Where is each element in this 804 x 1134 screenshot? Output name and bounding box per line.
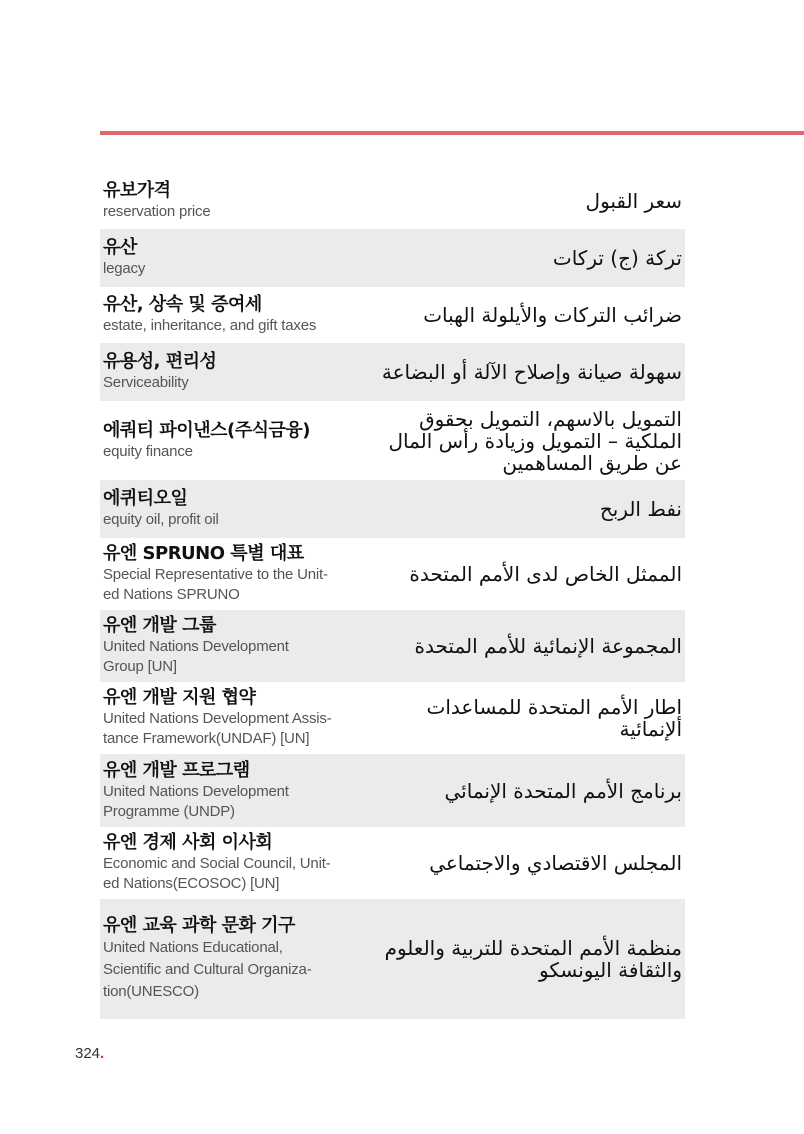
arabic-term: الممثل الخاص لدى الأمم المتحدة xyxy=(409,562,682,586)
glossary-row xyxy=(100,610,685,682)
page-number-dot: . xyxy=(100,1045,105,1062)
header-rule xyxy=(100,131,804,135)
english-term: Serviceability xyxy=(103,374,189,391)
arabic-term: المجلس الاقتصادي والاجتماعي xyxy=(429,851,682,875)
glossary-row xyxy=(100,899,685,1019)
term-cell xyxy=(103,615,365,677)
korean-term: 유엔 경제 사회 이사회 xyxy=(103,832,273,853)
korean-term: 유엔 개발 지원 협약 xyxy=(103,687,256,708)
glossary-row xyxy=(100,754,685,827)
english-term: equity oil, profit oil xyxy=(103,511,219,528)
arabic-term: ضرائب التركات والأيلولة الهبات xyxy=(423,303,682,327)
korean-term: 유엔 교육 과학 문화 기구 xyxy=(103,915,295,936)
glossary-row xyxy=(100,480,685,538)
english-term: United Nations Development Assis- tance Framework(UNDAF) [UN] xyxy=(103,710,332,747)
english-term: Special Representative to the Unit- ed Nations SPRUNO xyxy=(103,566,328,603)
term-cell xyxy=(103,180,365,222)
arabic-term: سهولة صيانة وإصلاح الآلة أو البضاعة xyxy=(381,360,682,384)
arabic-term: منظمة الأمم المتحدة للتربية والعلوم والثقافة اليونسكو xyxy=(384,936,682,982)
page-number xyxy=(75,1045,104,1062)
arabic-term: نفط الربح xyxy=(599,497,682,521)
arabic-term: التمويل بالاسهم، التمويل بحقوق الملكية – التمويل وزيادة رأس المال عن طريق المساهمين xyxy=(388,406,682,475)
term-cell xyxy=(103,488,365,530)
english-term: legacy xyxy=(103,260,146,277)
english-term: estate, inheritance, and gift taxes xyxy=(103,317,317,334)
glossary-row xyxy=(100,827,685,899)
korean-term: 유엔 개발 프로그램 xyxy=(103,759,250,781)
korean-term: 유산, 상속 및 증여세 xyxy=(103,294,262,315)
korean-term: 유용성, 편리성 xyxy=(103,351,217,372)
english-term: United Nations Development Group [UN] xyxy=(103,638,289,675)
term-cell xyxy=(103,294,365,336)
arabic-term: اطار الأمم المتحدة للمساعدات ألإنمائية xyxy=(426,695,682,741)
glossary-table xyxy=(100,173,685,1019)
korean-term: 유보가격 xyxy=(103,180,171,201)
glossary-row xyxy=(100,229,685,287)
english-term: United Nations Development Programme (UNDP) xyxy=(103,782,289,820)
term-cell xyxy=(103,687,365,749)
term-cell xyxy=(103,237,365,279)
term-cell xyxy=(103,351,365,393)
korean-term: 에쿼티 파이낸스(주식금융) xyxy=(103,419,310,441)
korean-term: 유산 xyxy=(103,237,137,258)
korean-term: 유엔 개발 그룹 xyxy=(103,615,216,636)
term-cell xyxy=(103,832,365,894)
term-cell xyxy=(103,760,365,822)
glossary-row xyxy=(100,538,685,610)
arabic-term: سعر القبول xyxy=(585,189,682,213)
arabic-term: المجموعة الإنمائية للأمم المتحدة xyxy=(414,634,682,658)
english-term: equity finance xyxy=(103,442,193,460)
english-term: United Nations Educational, Scientific and Cultural Organiza- tion(UNESCO) xyxy=(103,939,312,1000)
glossary-row xyxy=(100,343,685,401)
english-term: reservation price xyxy=(103,203,211,220)
english-term: Economic and Social Council, Unit- ed Nations(ECOSOC) [UN] xyxy=(103,855,331,892)
glossary-row xyxy=(100,401,685,480)
term-cell xyxy=(103,543,365,605)
term-cell xyxy=(103,915,365,1003)
korean-term: 에퀴티오일 xyxy=(103,488,188,509)
korean-term: 유엔 SPRUNO 특별 대표 xyxy=(103,543,304,564)
arabic-term: برنامج الأمم المتحدة الإنمائي xyxy=(444,778,682,803)
glossary-row xyxy=(100,682,685,754)
arabic-term: تركة (ج) تركات xyxy=(552,246,682,270)
glossary-row xyxy=(100,287,685,343)
term-cell xyxy=(103,420,365,462)
glossary-row xyxy=(100,173,685,229)
page-number-text: 324 xyxy=(75,1045,101,1062)
